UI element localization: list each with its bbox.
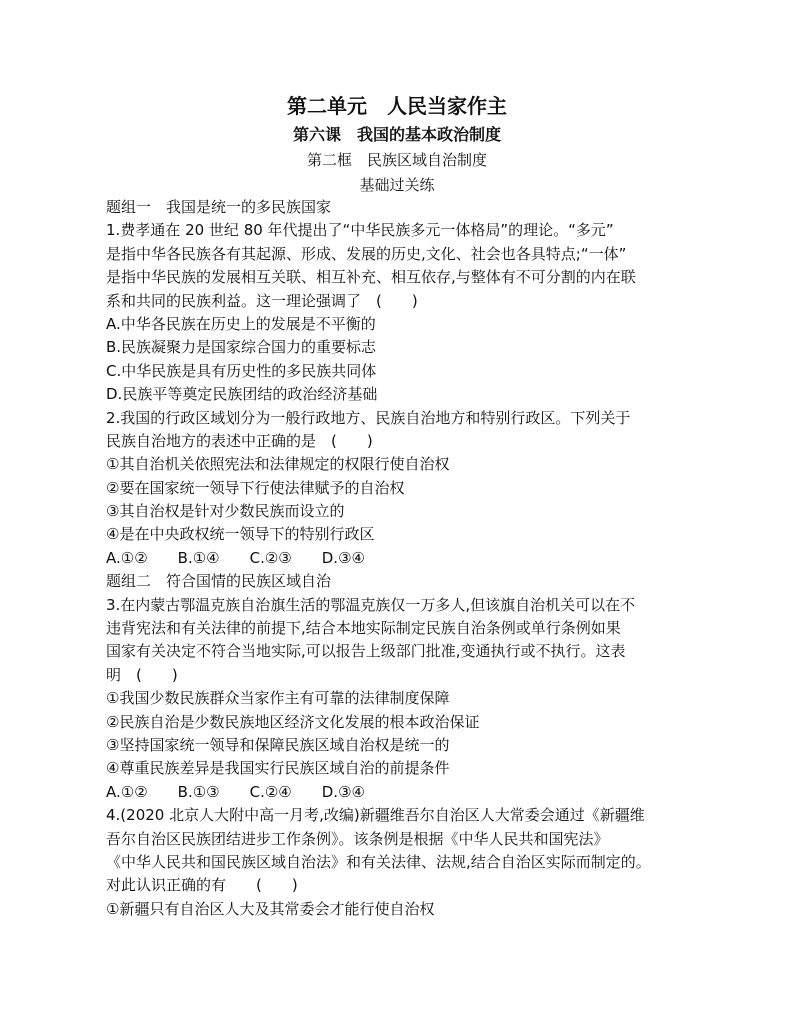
statement-line: ③其自治权是针对少数民族而设立的 bbox=[106, 502, 345, 521]
question-1-line: 是指中华各民族各有其起源、形成、发展的历史,文化、社会也各具特点;“一体” bbox=[106, 244, 627, 263]
statement-line: ④是在中央政权统一领导下的特别行政区 bbox=[106, 525, 375, 544]
question-1-line: 是指中华民族的发展相互关联、相互补充、相互依存,与整体有不可分割的内在联 bbox=[106, 268, 636, 287]
option-line: C.中华民族是具有历史性的多民族共同体 bbox=[106, 361, 377, 380]
question-body bbox=[106, 196, 706, 921]
statement-line: ④尊重民族差异是我国实行民族区域自治的前提条件 bbox=[106, 759, 450, 778]
question-1-line: 系和共同的民族利益。这一理论强调了 ( ) bbox=[106, 291, 418, 310]
statement-line: ①我国少数民族群众当家作主有可靠的法律制度保障 bbox=[106, 689, 450, 708]
question-4-line: 对此认识正确的有 ( ) bbox=[106, 876, 298, 895]
unit-title: 第二单元 人民当家作主 bbox=[287, 94, 507, 118]
question-2-line: 2.我国的行政区域划分为一般行政地方、民族自治地方和特别行政区。下列关于 bbox=[106, 408, 631, 427]
option-line: A.①② B.①④ C.②③ D.③④ bbox=[106, 548, 365, 567]
group-heading: 题组二 符合国情的民族区域自治 bbox=[106, 572, 332, 591]
section-title: 基础过关练 bbox=[359, 176, 435, 194]
question-1-line: 1.费孝通在 20 世纪 80 年代提出了“中华民族多元一体格局”的理论。“多元” bbox=[106, 221, 614, 240]
option-line: B.民族凝聚力是国家综合国力的重要标志 bbox=[106, 338, 377, 357]
lesson-title: 第六课 我国的基本政治制度 bbox=[292, 125, 501, 144]
question-4-line: 4.(2020 北京人大附中高一月考,改编)新疆维吾尔自治区人大常委会通过《新疆维 bbox=[106, 806, 645, 825]
option-line: D.民族平等奠定民族团结的政治经济基础 bbox=[106, 385, 378, 404]
statement-line: ③坚持国家统一领导和保障民族区域自治权是统一的 bbox=[106, 735, 450, 754]
question-3-line: 明 ( ) bbox=[106, 665, 178, 684]
option-line: A.中华各民族在历史上的发展是不平衡的 bbox=[106, 314, 376, 333]
question-4-line: 吾尔自治区民族团结进步工作条例》。该条例是根据《中华人民共和国宪法》 bbox=[106, 829, 609, 848]
statement-line: ②民族自治是少数民族地区经济文化发展的根本政治保证 bbox=[106, 712, 480, 731]
question-3-line: 国家有关决定不符合当地实际,可以报告上级部门批准,变通执行或不执行。这表 bbox=[106, 642, 626, 661]
statement-line: ②要在国家统一领导下行使法律赋予的自治权 bbox=[106, 478, 405, 497]
statement-line: ①新疆只有自治区人大及其常委会才能行使自治权 bbox=[106, 899, 435, 918]
question-2-line: 民族自治地方的表述中正确的是 ( ) bbox=[106, 431, 373, 450]
question-3-line: 3.在内蒙古鄂温克族自治旗生活的鄂温克族仅一万多人,但该旗自治机关可以在不 bbox=[106, 595, 636, 614]
frame-title: 第二框 民族区域自治制度 bbox=[306, 151, 487, 169]
question-4-line: 《中华人民共和国民族区域自治法》和有关法律、法规,结合自治区实际而制定的。 bbox=[106, 852, 651, 871]
statement-line: ①其自治机关依照宪法和法律规定的权限行使自治权 bbox=[106, 455, 450, 474]
group-heading: 题组一 我国是统一的多民族国家 bbox=[106, 198, 332, 216]
question-3-line: 违背宪法和有关法律的前提下,结合本地实际制定民族自治条例或单行条例如果 bbox=[106, 619, 621, 638]
option-line: A.①② B.①③ C.②④ D.③④ bbox=[106, 782, 365, 801]
